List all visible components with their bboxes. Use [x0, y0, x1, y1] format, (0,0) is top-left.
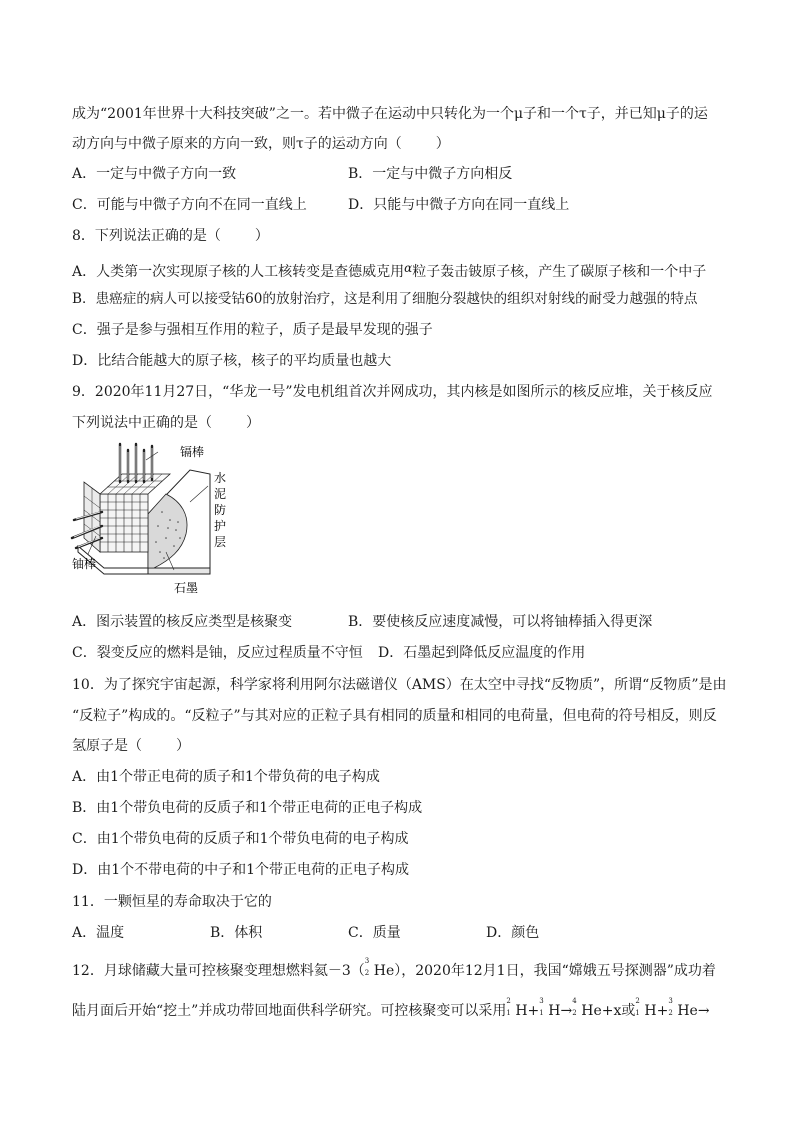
- nuclide-he3: 3 2 He: [364, 957, 395, 979]
- q10-stem-line3: [72, 736, 190, 756]
- q11-option-d: D．颜色: [486, 925, 540, 941]
- label-concrete-1: 水: [214, 471, 227, 485]
- q7-stem-text: 动方向与中微子原来的方向一致，则τ子的运动方向（: [72, 136, 402, 152]
- label-graphite: 石墨: [174, 581, 199, 595]
- q7-option-d: D．只能与中微子方向在同一直线上: [348, 197, 570, 213]
- q10-option-c: C．由1个带负电荷的反质子和1个带负电荷的电子构成: [72, 831, 409, 847]
- q7-paren-close: ）: [435, 136, 450, 152]
- or-text: 或: [621, 1003, 636, 1019]
- q8-paren-close: ）: [254, 228, 269, 244]
- label-concrete-4: 护: [214, 519, 227, 533]
- q7-stem-line2: [72, 134, 450, 154]
- alpha-symbol: α: [404, 261, 413, 275]
- q12-line1-post: ），2020年12月1日，我国“嫦娥五号探测器”成功着: [394, 963, 716, 979]
- q7-option-b: B．一定与中微子方向相反: [348, 166, 513, 182]
- q8-option-c: C．强子是参与强相互作用的粒子，质子是最早发现的强子: [72, 322, 433, 338]
- q8-stem-text: 8．下列说法正确的是（: [72, 228, 221, 244]
- q10-stem-line1: 10．为了探究宇宙起源，科学家将利用阿尔法磁谱仪（AMS）在太空中寻找“反物质”，所谓“反物质”是由: [72, 677, 727, 693]
- q9-option-c: C．裂变反应的燃料是铀，反应过程质量不守恒: [72, 645, 363, 661]
- q12-stem-line2: [72, 997, 710, 1021]
- label-concrete-2: 泥: [214, 487, 227, 501]
- q8-option-a-post: 粒子轰击铍原子核，产生了碳原子核和一个中子: [412, 264, 707, 280]
- label-cadmium: 镉棒: [180, 445, 205, 459]
- q9-option-a: A．图示装置的核反应类型是核聚变: [72, 614, 293, 630]
- q8-option-a: [72, 258, 706, 282]
- q12-line2-pre: 陆月面后开始“挖土”并成功带回地面供科学研究。可控核聚变可以采用: [72, 1003, 507, 1019]
- q9-option-b: B．要使核反应速度减慢，可以将铀棒插入得更深: [348, 614, 653, 630]
- reactor-diagram: [70, 442, 240, 598]
- q7-option-c: C．可能与中微子方向不在同一直线上: [72, 197, 307, 213]
- q10-option-d: D．由1个不带电荷的中子和1个带正电荷的正电子构成: [72, 862, 410, 878]
- q11-option-a: A．温度: [72, 925, 125, 941]
- q10-paren-close: ）: [176, 738, 190, 754]
- q9-stem-line2: [72, 413, 260, 433]
- label-concrete-3: 防: [214, 503, 227, 517]
- q8-option-a-pre: A．人类第一次实现原子核的人工核转变是查德威克用: [72, 264, 405, 280]
- label-concrete-5: 层: [214, 535, 227, 549]
- q7-option-a: A．一定与中微子方向一致: [72, 166, 237, 182]
- q8-option-b: B．患癌症的病人可以接受钴60的放射治疗，这是利用了细胞分裂越快的组织对射线的耐受力越强的特点: [72, 291, 698, 307]
- q12-stem-line1: [72, 957, 716, 981]
- q11-stem: 11．一颗恒星的寿命取决于它的: [72, 894, 272, 910]
- q11-option-c: C．质量: [348, 925, 401, 941]
- equation-2: 2 1 H+ 3 2 He→: [635, 997, 710, 1019]
- q10-option-b: B．由1个带负电荷的反质子和1个带正电荷的正电子构成: [72, 800, 423, 816]
- q8-option-d: D．比结合能越大的原子核，核子的平均质量也越大: [72, 353, 392, 369]
- q7-stem-line1: 成为“2001年世界十大科技突破”之一。若中微子在运动中只转化为一个μ子和一个τ子，并已知μ子的运: [72, 106, 708, 122]
- q11-option-b: B．体积: [210, 925, 263, 941]
- q9-stem-line1: 9．2020年11月27日，“华龙一号”发电机组首次并网成功，其内核是如图所示的核反应堆，关于核反应: [72, 384, 713, 400]
- q10-stem-line2: “反粒子”构成的。“反粒子”与其对应的正粒子具有相同的质量和相同的电荷量，但电荷的符号相反，则反: [72, 708, 717, 724]
- equation-1: 2 1 H+ 3 1 H→ 4 2 He+x: [506, 997, 622, 1019]
- label-uranium: 铀棒: [72, 557, 97, 571]
- q12-line1-pre: 12．月球储藏大量可控核聚变理想燃料氦－3（: [72, 963, 365, 979]
- q9-option-d: D．石墨起到降低反应温度的作用: [378, 645, 586, 661]
- q10-option-a: A．由1个带正电荷的质子和1个带负荷的电子构成: [72, 769, 380, 785]
- q10-stem-text: 氢原子是（: [72, 738, 142, 754]
- q8-stem: [72, 226, 269, 246]
- q9-paren-close: ）: [246, 415, 260, 431]
- q9-stem-text: 下列说法中正确的是（: [72, 415, 212, 431]
